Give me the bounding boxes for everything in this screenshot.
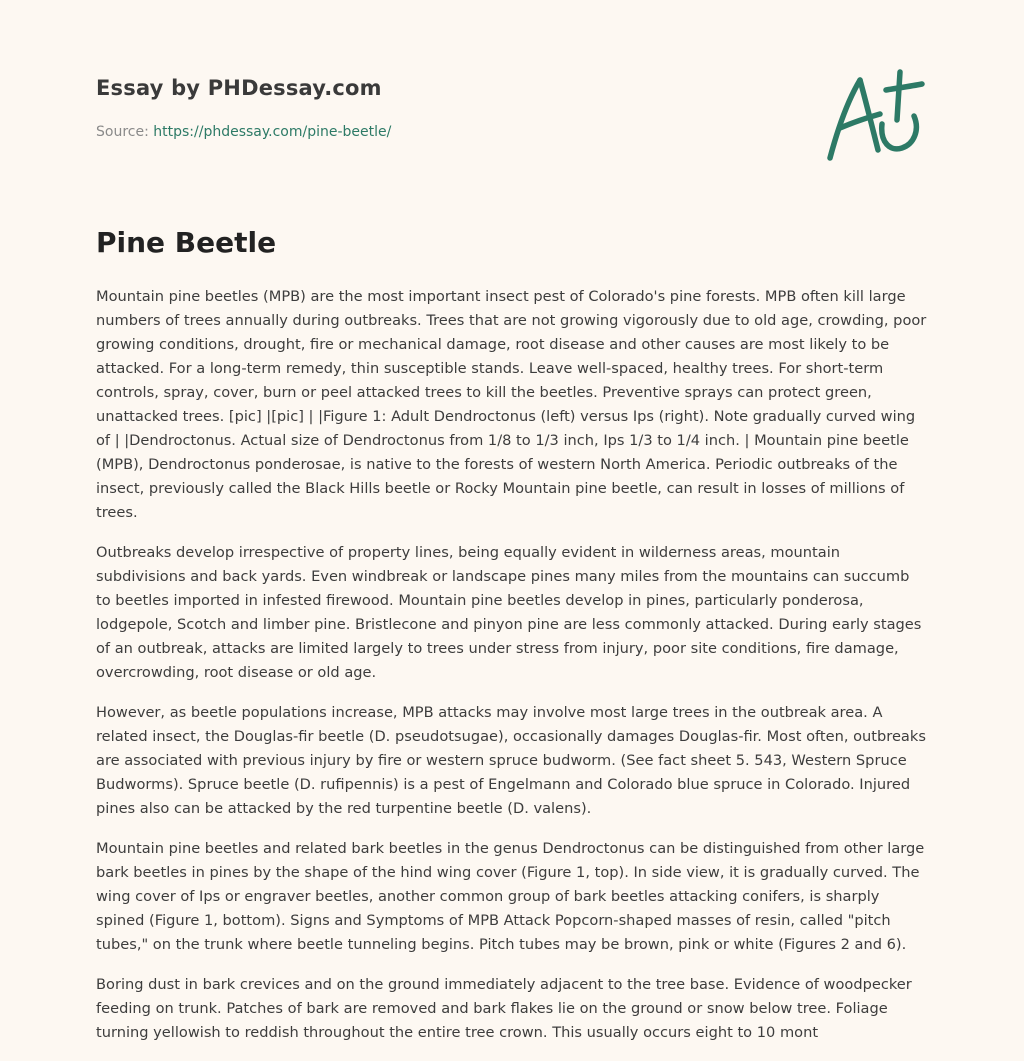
paragraph: Mountain pine beetles and related bark beetles in the genus Dendroctonus can be distinguished from other large bark beetles in pines by the shape of the hind wing cover (Figure 1, top). In side view, it is gradually curved. The wing cover of Ips or engraver beetles, another common group of bark beetles attacking conifers, is sharply spined (Figure 1, bottom). Signs and Symptoms of MPB Attack Popcorn-shaped masses of resin, called "pitch tubes," on the trunk where beetle tunneling begins. Pitch tubes may be brown, pink or white (Figures 2 and 6). <box>96 840 925 953</box>
paragraph: Boring dust in bark crevices and on the ground immediately adjacent to the tree base. Evidence of woodpecker feeding on trunk. Patches of bark are removed and bark flakes lie on the ground or snow below tree. Foliage turning yellowish to reddish throughout the entire tree crown. This usually occurs eight to 10 mont <box>96 976 912 1041</box>
essay-title: Pine Beetle <box>96 226 277 259</box>
paragraph: However, as beetle populations increase, MPB attacks may involve most large trees in the outbreak area. A related insect, the Douglas-fir beetle (D. pseudotsugae), occasionally damages Douglas-fir. Most often, outbreaks are associated with previous injury by fire or western spruce budworm. (See fact sheet 5. 543, Western Spruce Budworms). Spruce beetle (D. rufipennis) is a pest of Engelmann and Colorado blue spruce in Colorado. Injured pines also can be attacked by the red turpentine beetle (D. valens). <box>96 704 926 817</box>
paragraph: Mountain pine beetles (MPB) are the most important insect pest of Colorado's pine forests. MPB often kill large numbers of trees annually during outbreaks. Trees that are not growing vigorously due to old age, crowding, poor growing conditions, drought, fire or mechanical damage, root disease and other causes are most likely to be attacked. For a long-term remedy, thin susceptible stands. Leave well-spaced, healthy trees. For short-term controls, spray, cover, burn or peel attacked trees to kill the beetles. Preventive sprays can protect green, unattacked trees. [pic] |[pic] | |Figure 1: Adult Dendroctonus (left) versus Ips (right). Note gradually curved wing of | |Dendroctonus. Actual size of Dendroctonus from 1/8 to 1/3 inch, Ips 1/3 to 1/4 inch. | Mountain pine beetle (MPB), Dendroctonus ponderosae, is native to the forests of western North America. Periodic outbreaks of the insect, previously called the Black Hills beetle or Rocky Mountain pine beetle, can result in losses of millions of trees. <box>96 288 927 521</box>
site-brand: Essay by PHDessay.com <box>96 76 382 100</box>
source-line <box>96 124 391 140</box>
essay-body <box>96 285 928 1061</box>
source-link[interactable]: https://phdessay.com/pine-beetle/ <box>153 124 392 140</box>
paragraph: Outbreaks develop irrespective of property lines, being equally evident in wilderness areas, mountain subdivisions and back yards. Even windbreak or landscape pines many miles from the mountains can succumb to beetles imported in infested firewood. Mountain pine beetles develop in pines, particularly ponderosa, lodgepole, Scotch and limber pine. Bristlecone and pinyon pine are less commonly attacked. During early stages of an outbreak, attacks are limited largely to trees under stress from injury, poor site conditions, fire damage, overcrowding, root disease or old age. <box>96 544 922 681</box>
source-label: Source: <box>96 124 154 140</box>
a-plus-logo-icon <box>824 66 930 166</box>
